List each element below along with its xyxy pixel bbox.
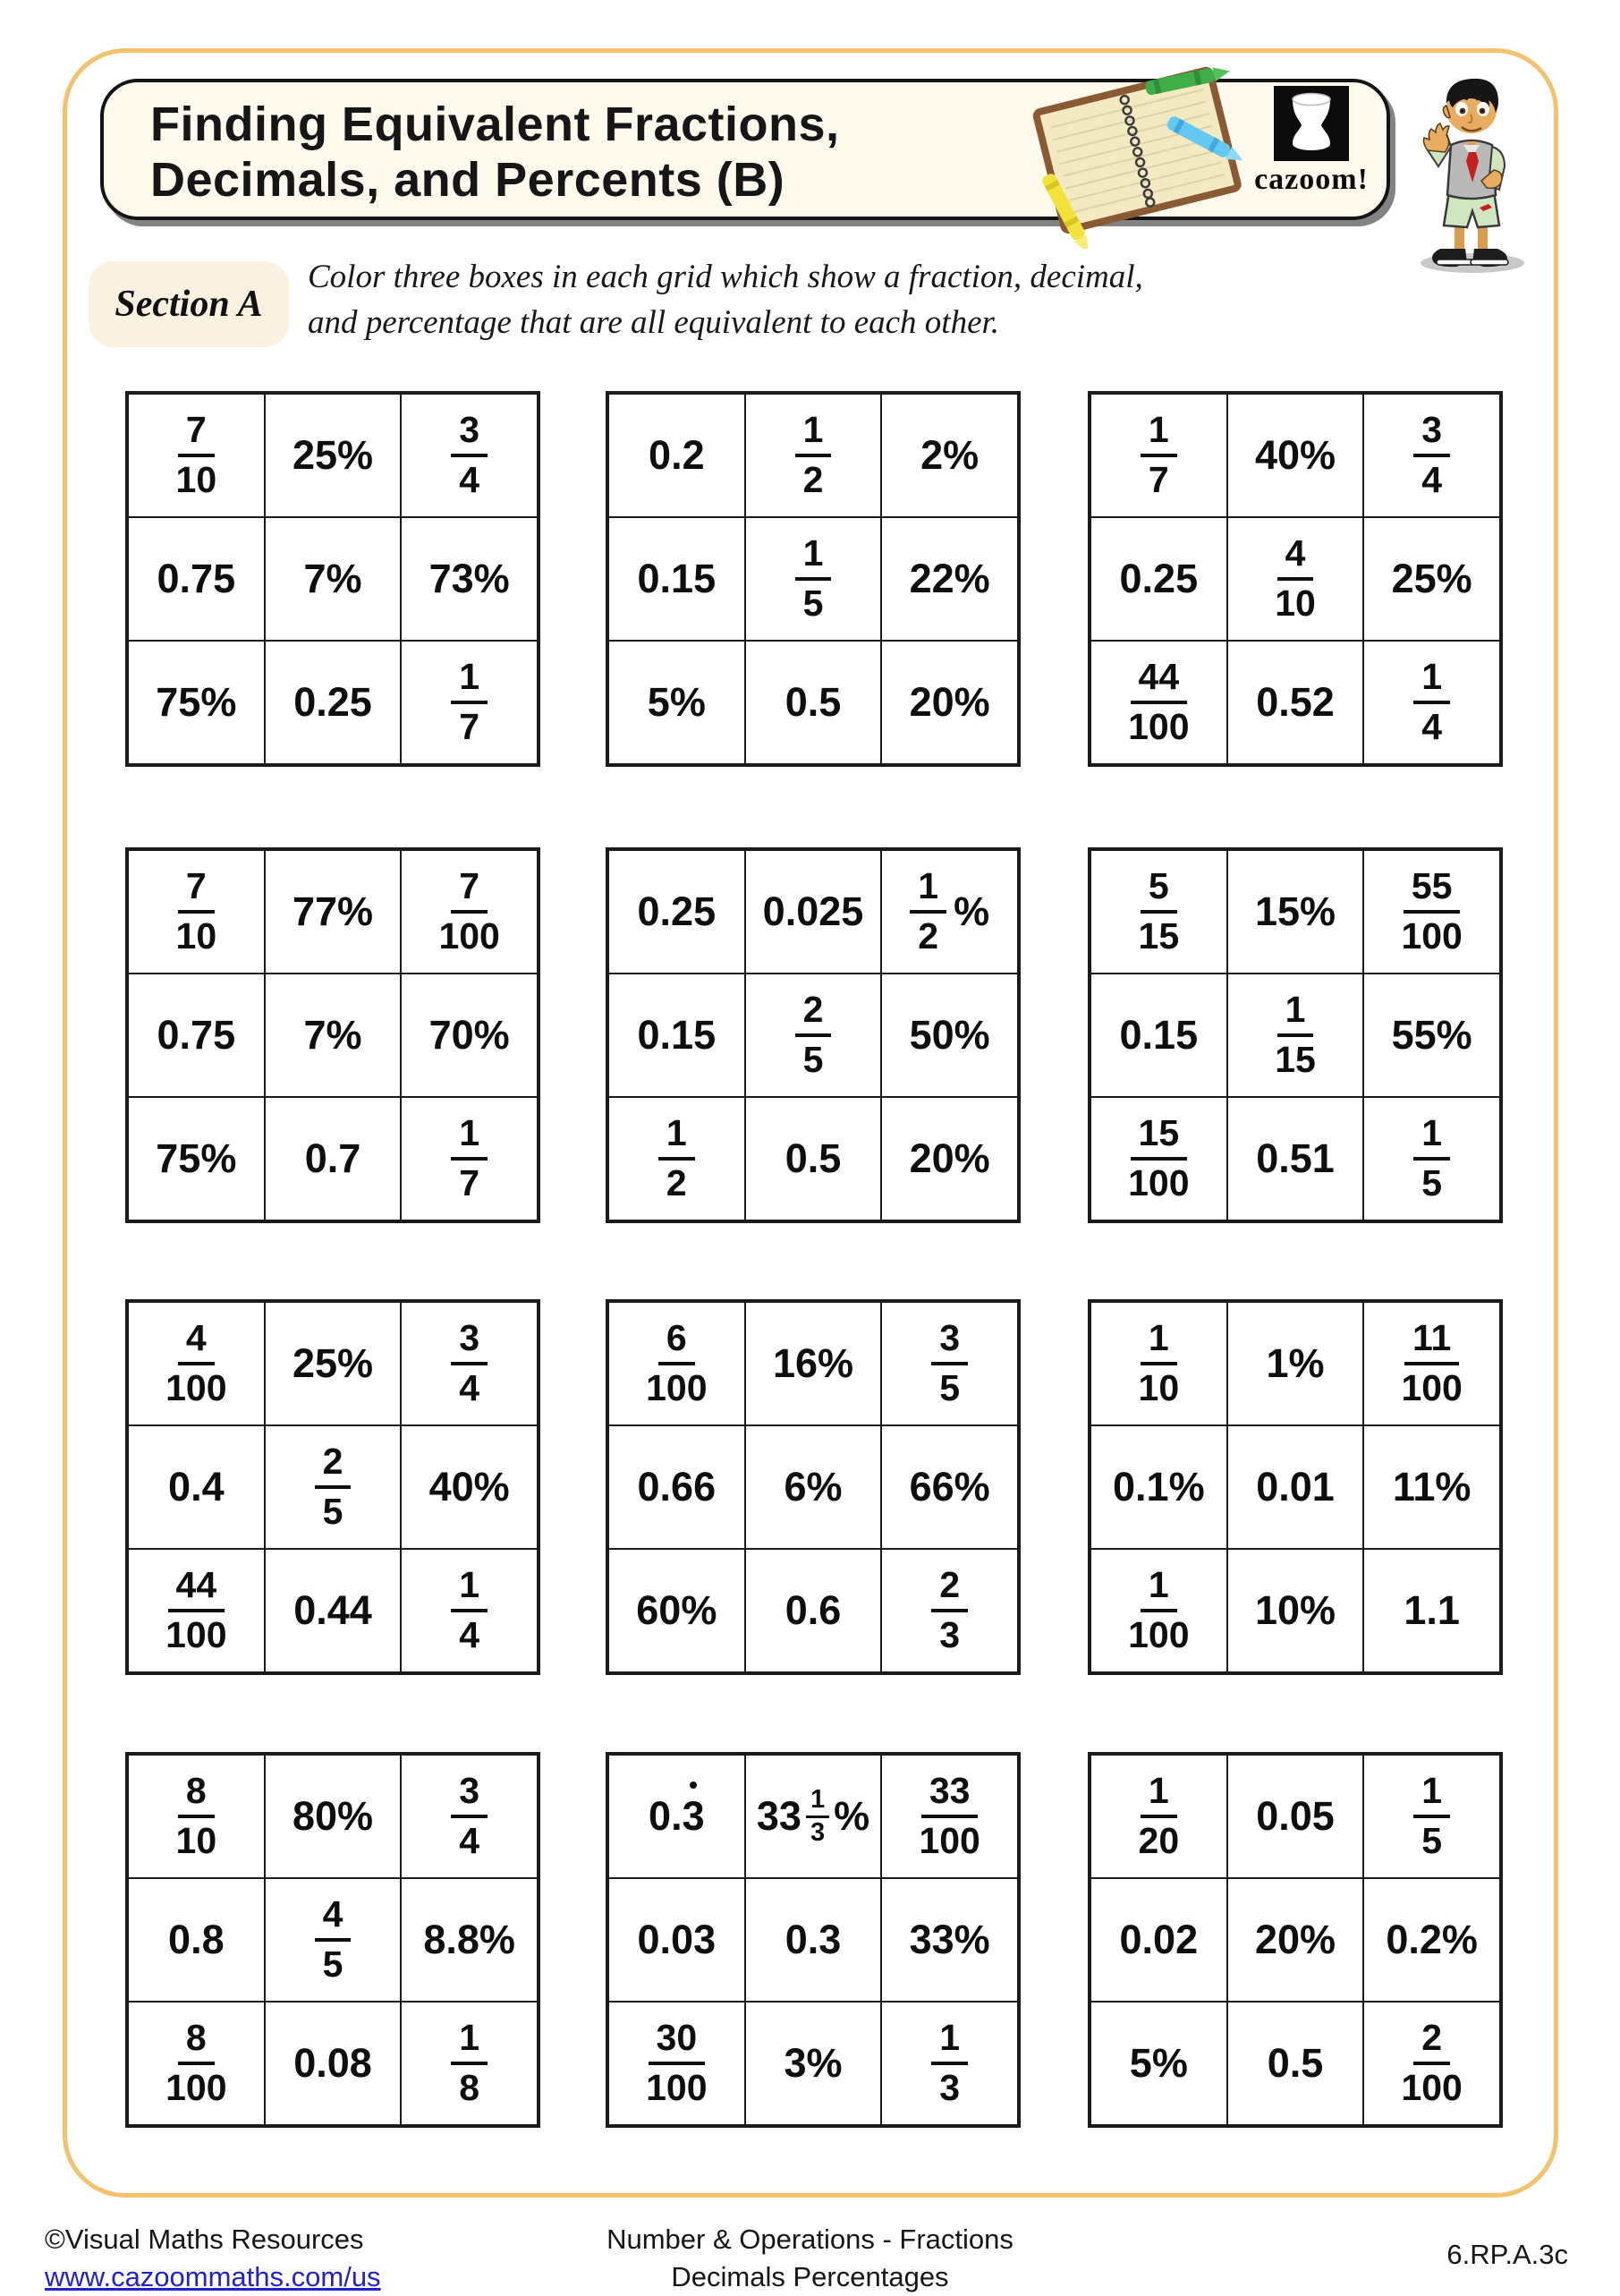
fraction-value: $\frac{1}{3}$ — [931, 2020, 968, 2107]
grid-cell[interactable]: 0.05 — [1227, 1755, 1364, 1878]
fraction-value: $\frac{5}{15}$ — [1138, 865, 1180, 957]
grid-cell[interactable] — [128, 394, 265, 517]
grid-cell[interactable]: 0.15 — [608, 517, 745, 641]
footer — [0, 2210, 1620, 2291]
grid-cell[interactable]: 16% — [745, 1302, 882, 1425]
fraction-value: $\frac{44}{100}$ — [1128, 656, 1190, 747]
grid-cell[interactable]: 77% — [265, 850, 402, 974]
grid-cell[interactable]: 0.5 — [745, 1097, 882, 1220]
grid-cell[interactable] — [745, 394, 882, 517]
grid-cell[interactable]: 40% — [1227, 394, 1364, 517]
fraction-value: $\frac{3}{4}$ — [1413, 412, 1450, 499]
fraction-value: $\frac{2}{5}$ — [315, 1443, 352, 1531]
grid-cell[interactable]: 0.1% — [1090, 1425, 1227, 1549]
grid-cell[interactable]: 0.08 — [265, 2002, 402, 2125]
grid-cell[interactable] — [881, 1755, 1018, 1878]
instruction-line2: and percentage that are all equivalent to each other. — [308, 304, 1000, 341]
grid-cell[interactable] — [1090, 394, 1227, 517]
grid-cell[interactable]: 0.5 — [1227, 2002, 1364, 2125]
page-title-line2: Decimals, and Percents (B) — [150, 153, 785, 207]
cazoommaths-link[interactable]: www.cazoommaths.com/us — [45, 2261, 381, 2292]
student-boy-illustration — [1401, 59, 1537, 278]
cazoom-brand-text: cazoom! — [1254, 163, 1369, 196]
grid-cell[interactable] — [401, 2002, 538, 2125]
grid-cell[interactable]: 3% — [745, 2002, 882, 2125]
grid-cell[interactable] — [1363, 1302, 1500, 1425]
fraction-value: $\frac{3}{4}$ — [451, 1320, 488, 1407]
grid-cell[interactable]: 11% — [1363, 1425, 1500, 1549]
equivalence-grid-7 — [125, 1299, 540, 1675]
grid-cell[interactable] — [401, 1755, 538, 1878]
fraction-value: $\frac{4}{100}$ — [165, 1317, 227, 1408]
fraction-value: $\frac{1}{7}$ — [451, 659, 488, 746]
fraction-value: $\frac{4}{10}$ — [1275, 532, 1316, 624]
grid-cell[interactable] — [128, 850, 265, 974]
grid-cell[interactable]: 0.75 — [128, 974, 265, 1097]
fraction-value: $\frac{8}{100}$ — [165, 2017, 227, 2108]
fraction-value: $\frac{1}{5}$ — [1413, 1115, 1450, 1203]
fraction-value: $\frac{1}{10}$ — [1138, 1317, 1180, 1408]
grid-cell[interactable]: 0.02 — [1090, 1878, 1227, 2002]
grid-cell[interactable] — [1363, 1097, 1500, 1220]
fraction-value: $\frac{44}{100}$ — [165, 1564, 227, 1655]
grid-cell[interactable] — [608, 1097, 745, 1220]
grid-cell[interactable] — [401, 1549, 538, 1672]
fraction-value: $\frac{3}{5}$ — [931, 1320, 968, 1407]
grid-cell[interactable]: 75% — [128, 1097, 265, 1220]
grid-cell[interactable]: 15% — [1227, 850, 1364, 974]
grid-cell[interactable] — [265, 1878, 402, 2002]
grid-cell[interactable]: 25% — [1363, 517, 1500, 641]
grid-cell[interactable] — [1090, 641, 1227, 764]
fraction-value: $\frac{1}{4}$ — [1413, 659, 1450, 746]
grid-cell[interactable]: 33% — [881, 1878, 1018, 2002]
grid-cell[interactable] — [881, 1549, 1018, 1672]
fraction-value: $\frac{6}{100}$ — [646, 1317, 708, 1408]
grid-cell[interactable]: 70% — [401, 974, 538, 1097]
grid-cell[interactable] — [401, 394, 538, 517]
equivalence-grid-5 — [606, 847, 1021, 1223]
grid-cell[interactable]: 20% — [881, 641, 1018, 764]
grid-cell[interactable]: 0.66 — [608, 1425, 745, 1549]
grid-cell[interactable] — [1090, 1097, 1227, 1220]
grid-cell[interactable]: 60% — [608, 1549, 745, 1672]
grid-cell[interactable] — [401, 641, 538, 764]
fraction-value: $\frac{1}{20}$ — [1138, 1770, 1180, 1861]
fraction-value: $\frac{7}{10}$ — [175, 409, 217, 500]
grid-cell[interactable] — [1090, 850, 1227, 974]
grid-cell[interactable]: 0.03 — [608, 1878, 745, 2002]
fraction-value: $\frac{1}{4}$ — [451, 1567, 488, 1654]
fraction-value: $\frac{1}{8}$ — [451, 2020, 488, 2107]
grid-cell[interactable] — [1363, 850, 1500, 974]
grid-cell[interactable]: 0.4 — [128, 1425, 265, 1549]
grid-cell[interactable] — [1363, 1755, 1500, 1878]
grid-cell[interactable]: 25% — [265, 394, 402, 517]
fraction-value: $\frac{3}{4}$ — [451, 412, 488, 499]
grid-cell[interactable] — [1090, 1755, 1227, 1878]
equivalence-grid-1 — [125, 391, 540, 767]
fraction-value: $\frac{1}{5}$ — [795, 535, 832, 623]
fraction-value: $\frac{1}{3}$ — [806, 1787, 829, 1846]
grid-cell[interactable] — [265, 1425, 402, 1549]
grid-cell[interactable] — [401, 850, 538, 974]
grid-cell[interactable]: 0.25 — [1090, 517, 1227, 641]
grid-cell[interactable]: 0.01 — [1227, 1425, 1364, 1549]
grid-cell[interactable] — [401, 1097, 538, 1220]
grid-cell[interactable]: 5% — [608, 641, 745, 764]
grid-cell[interactable] — [745, 974, 882, 1097]
grid-cell[interactable]: 0.51 — [1227, 1097, 1364, 1220]
grid-cell[interactable]: 0.8 — [128, 1878, 265, 2002]
footer-topic-line2: Decimals Percentages — [671, 2261, 949, 2292]
fraction-value: $\frac{11}{100}$ — [1401, 1317, 1463, 1408]
grid-cell[interactable] — [608, 1302, 745, 1425]
grid-cell[interactable] — [1363, 2002, 1500, 2125]
grid-cell[interactable] — [745, 517, 882, 641]
grid-cell[interactable]: 22% — [881, 517, 1018, 641]
grid-cell[interactable]: 0.15 — [1090, 974, 1227, 1097]
fraction-value: $\frac{30}{100}$ — [646, 2017, 708, 2108]
fraction-value: $\frac{4}{5}$ — [315, 1896, 352, 1984]
equivalence-grid-9 — [1088, 1299, 1503, 1675]
grid-cell[interactable] — [881, 2002, 1018, 2125]
grid-cell[interactable]: 0.52 — [1227, 641, 1364, 764]
grid-cell[interactable] — [1227, 517, 1364, 641]
grid-cell[interactable]: 0.025 — [745, 850, 882, 974]
grid-cell[interactable]: 6% — [745, 1425, 882, 1549]
footer-center — [0, 2221, 1620, 2296]
fraction-value: $\frac{1}{100}$ — [1128, 1564, 1190, 1655]
grid-cell[interactable] — [1363, 641, 1500, 764]
footer-topic-line1: Number & Operations - Fractions — [606, 2224, 1014, 2255]
page-title-line1: Finding Equivalent Fractions, — [150, 98, 840, 151]
fraction-value: $\frac{7}{100}$ — [438, 865, 500, 957]
instruction-line1: Color three boxes in each grid which show a fraction, decimal, — [308, 259, 1143, 295]
equivalence-grid-3 — [1088, 391, 1503, 767]
grid-cell[interactable]: 10% — [1227, 1549, 1364, 1672]
grid-cell[interactable]: 0.44 — [265, 1549, 402, 1672]
equivalence-grid-4 — [125, 847, 540, 1223]
fraction-value: $\frac{33}{100}$ — [919, 1770, 980, 1861]
grid-cell[interactable]: 80% — [265, 1755, 402, 1878]
grid-cell[interactable]: $\frac{1}{2}$ % — [881, 850, 1018, 974]
grid-cell[interactable]: 40% — [401, 1425, 538, 1549]
cazoom-drum-icon — [1274, 86, 1349, 161]
grid-cell[interactable]: 1% — [1227, 1302, 1364, 1425]
fraction-value: $\frac{1}{2}$ — [910, 868, 946, 956]
equivalence-grid-6 — [1088, 847, 1503, 1223]
fraction-value: $\frac{1}{7}$ — [451, 1115, 488, 1203]
grid-cell[interactable] — [1227, 974, 1364, 1097]
equivalence-grid-2 — [606, 391, 1021, 767]
grid-cell[interactable]: 5% — [1090, 2002, 1227, 2125]
grid-cell[interactable]: 7% — [265, 974, 402, 1097]
grid-cell[interactable]: 8.8% — [401, 1878, 538, 2002]
section-a-label: Section A — [115, 284, 263, 325]
fraction-value: $\frac{15}{100}$ — [1128, 1112, 1190, 1203]
grid-cell[interactable]: 25% — [265, 1302, 402, 1425]
fraction-value: $\frac{2}{3}$ — [931, 1567, 968, 1654]
fraction-value: $\frac{2}{5}$ — [795, 991, 832, 1079]
grid-cell[interactable]: 50% — [881, 974, 1018, 1097]
grid-cell[interactable]: 0.2% — [1363, 1878, 1500, 2002]
fraction-value: $\frac{55}{100}$ — [1401, 865, 1463, 957]
grid-cell[interactable]: 0.5 — [745, 641, 882, 764]
grid-cell[interactable] — [1363, 394, 1500, 517]
equivalence-grid-8 — [606, 1299, 1021, 1675]
grid-cell[interactable]: 1.1 — [1363, 1549, 1500, 1672]
grid-cell[interactable] — [401, 1302, 538, 1425]
grid-cell[interactable]: 0.25 — [608, 850, 745, 974]
equivalence-grid-12 — [1088, 1752, 1503, 2128]
fraction-value: $\frac{1}{2}$ — [658, 1115, 695, 1203]
grid-cell[interactable] — [128, 1755, 265, 1878]
notepad-crayons-icon — [1011, 43, 1261, 249]
grid-cell[interactable]: 20% — [1227, 1878, 1364, 2002]
fraction-value: $\frac{8}{10}$ — [175, 1770, 217, 1861]
grid-cell[interactable]: 0.6 — [745, 1549, 882, 1672]
fraction-value: $\frac{3}{4}$ — [451, 1773, 488, 1860]
standard-code: 6.RP.A.3c — [1446, 2239, 1568, 2270]
grid-cell[interactable]: 73% — [401, 517, 538, 641]
grid-cell[interactable]: 0. 3 — [608, 1755, 745, 1878]
fraction-value: $\frac{1}{7}$ — [1141, 412, 1177, 499]
grid-cell[interactable] — [1090, 1549, 1227, 1672]
grid-cell[interactable] — [128, 1302, 265, 1425]
fraction-value: $\frac{1}{2}$ — [795, 412, 832, 499]
grid-cell[interactable]: 0.75 — [128, 517, 265, 641]
grid-cell[interactable]: 0.25 — [265, 641, 402, 764]
equivalence-grid-10 — [125, 1752, 540, 2128]
grid-cell[interactable]: 66% — [881, 1425, 1018, 1549]
grid-cell[interactable]: 0.15 — [608, 974, 745, 1097]
grid-cell[interactable]: 2% — [881, 394, 1018, 517]
fraction-value: $\frac{1}{15}$ — [1275, 989, 1316, 1080]
fraction-value: $\frac{1}{5}$ — [1413, 1773, 1450, 1860]
grid-cell[interactable] — [1090, 1302, 1227, 1425]
grid-cell[interactable]: 0.7 — [265, 1097, 402, 1220]
fraction-value: $\frac{7}{10}$ — [175, 865, 217, 957]
grid-cell[interactable]: 75% — [128, 641, 265, 764]
grid-cell[interactable] — [608, 2002, 745, 2125]
equivalence-grid-11 — [606, 1752, 1021, 2128]
grid-cell[interactable]: 0.2 — [608, 394, 745, 517]
copyright-text: ©Visual Maths Resources — [45, 2224, 364, 2255]
grid-cell[interactable]: 33 $\frac{1}{3}$ % — [745, 1755, 882, 1878]
grid-cell[interactable]: 0.3 — [745, 1878, 882, 2002]
cazoom-logo — [1251, 86, 1372, 202]
grid-cell[interactable] — [128, 2002, 265, 2125]
grid-cell[interactable]: 20% — [881, 1097, 1018, 1220]
grid-cell[interactable]: 7% — [265, 517, 402, 641]
grid-cell[interactable]: 55% — [1363, 974, 1500, 1097]
grid-cell[interactable] — [128, 1549, 265, 1672]
fraction-value: $\frac{2}{100}$ — [1401, 2017, 1463, 2108]
grid-cell[interactable] — [881, 1302, 1018, 1425]
